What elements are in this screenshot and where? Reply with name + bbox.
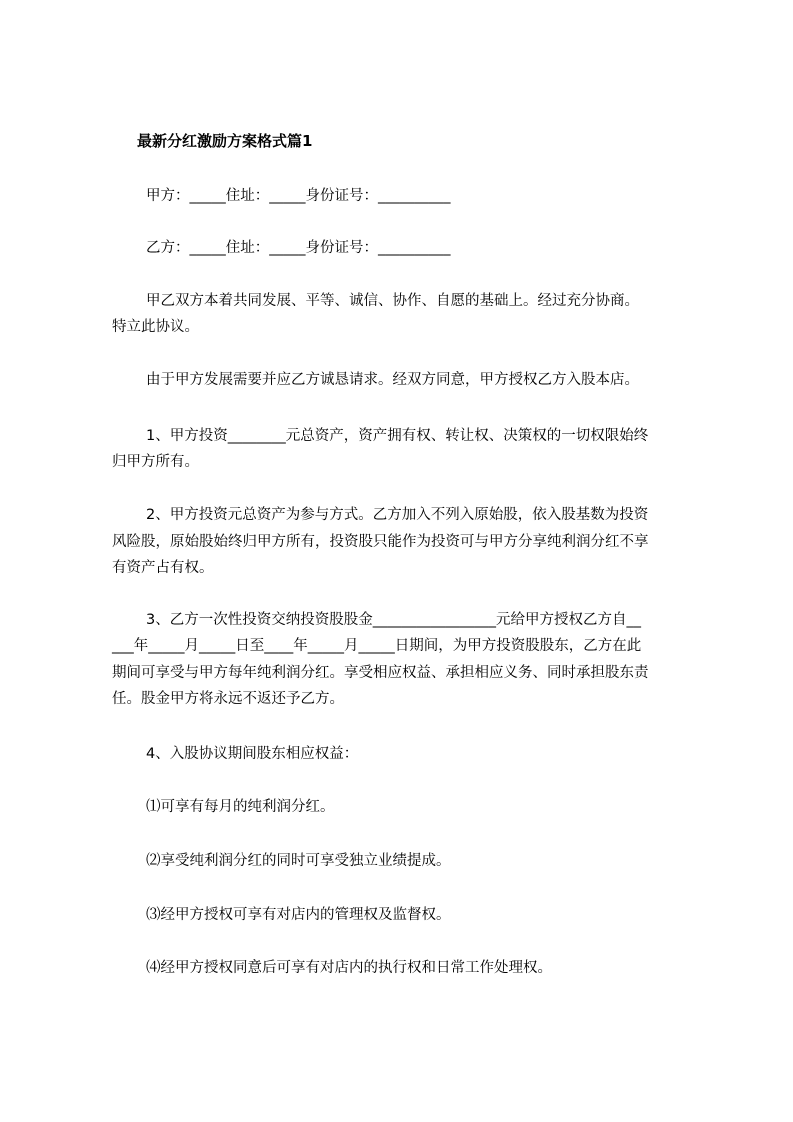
clause-4-item-2: ⑵享受纯利润分红的同时可享受独立业绩提成。 — [146, 853, 451, 869]
clause-4-item-3: ⑶经甲方授权可享有对店内的管理权及监督权。 — [146, 907, 451, 923]
preamble-line-1: 甲乙双方本着共同发展、平等、诚信、协作、自愿的基础上。经过充分协商。 — [146, 293, 639, 309]
clause-2-line-1: 2、甲方投资元总资产为参与方式。乙方加入不列入原始股，依入股基数为投资 — [146, 507, 649, 523]
party-b-line: 乙方：_____住址：_____身份证号：__________ — [146, 240, 451, 256]
clause-4-item-4: ⑷经甲方授权同意后可享有对店内的执行权和日常工作处理权。 — [146, 960, 552, 976]
clause-3-line-3: 期间可享受与甲方每年纯利润分红。享受相应权益、承担相应义务、同时承担股东责 — [112, 665, 649, 681]
document-title: 最新分红激励方案格式篇1 — [137, 132, 313, 150]
party-a-line: 甲方：_____住址：_____身份证号：__________ — [146, 188, 451, 204]
clause-3-line-1: 3、乙方一次性投资交纳投资股股金_________________元给甲方授权乙方自__ — [146, 612, 641, 628]
clause-2-line-2: 风险股，原始股始终归甲方所有，投资股只能作为投资可与甲方分享纯利润分红不享 — [112, 534, 649, 550]
clause-4-heading: 4、入股协议期间股东相应权益： — [146, 746, 359, 762]
clause-2-line-3: 有资产占有权。 — [112, 560, 214, 576]
clause-1-line-1: 1、甲方投资________元总资产，资产拥有权、转让权、决策权的一切权限始终 — [146, 428, 649, 444]
clause-3-line-2: ___年_____月_____日至____年_____月_____日期间，为甲方投资股股东，乙方在此 — [112, 638, 642, 654]
clause-3-line-4: 任。股金甲方将永远不返还予乙方。 — [112, 691, 344, 707]
clause-1-line-2: 归甲方所有。 — [112, 454, 199, 470]
preamble-line-2: 特立此协议。 — [112, 319, 199, 335]
authorization-line: 由于甲方发展需要并应乙方诚恳请求。经双方同意，甲方授权乙方入股本店。 — [146, 372, 639, 388]
clause-4-item-1: ⑴可享有每月的纯利润分红。 — [146, 799, 335, 815]
